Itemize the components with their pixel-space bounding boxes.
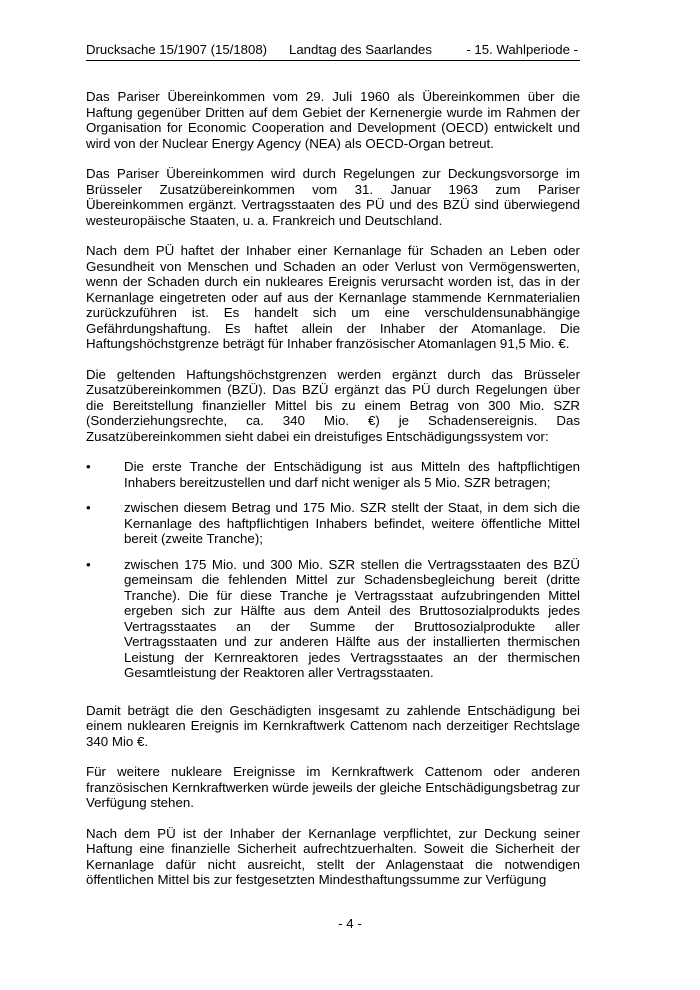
list-item (86, 500, 580, 547)
paragraph: Nach dem PÜ ist der Inhaber der Kernanlage verpflichtet, zur Deckung seiner Haftung eine finanzielle Sicherheit aufrechtzuerhalten. Soweit die Sicherheit der Kernanlage dafür nicht ausreicht, stellt der Anlagenstaat die notwendigen öffentlichen Mittel bis zur festgesetzten Mindesthaftungssumme zur Verfügung (86, 825, 580, 887)
parliament-name: Landtag des Saarlandes (289, 42, 432, 57)
list-item (86, 459, 580, 490)
paragraph: Damit beträgt die den Geschädigten insgesamt zu zahlende Entschädigung bei einem nuklearen Ereignis im Kernkraftwerk Cattenom nach derzeitiger Rechtslage 340 Mio €. (86, 702, 580, 749)
list-item-text: Die erste Tranche der Entschädigung ist aus Mitteln des haftpflichtigen Inhabers bereitzustellen und darf nicht weniger als 5 Mio. SZR betragen; (124, 459, 580, 490)
paragraph: Nach dem PÜ haftet der Inhaber einer Kernanlage für Schaden an Leben oder Gesundheit von Menschen und Schaden an oder Verlust von Vermögenswerten, wenn der Schaden durch ein nukleares Ereignis verursacht worden ist, das in der Kernanlage eingetreten oder auf aus der Kernanlage stammende Kernmaterialien zurückzuführen ist. Es handelt sich um eine verschuldensunabhängige Gefährdungshaftung. Es haftet allein der Inhaber der Atomanlage. Die Haftungshöchstgrenze beträgt für Inhaber französischer Atomanlagen 91,5 Mio. €. (86, 243, 580, 351)
list-item-text: zwischen diesem Betrag und 175 Mio. SZR stellt der Staat, in dem sich die Kernanlage des haftpflichtigen Inhabers befindet, weitere öffentliche Mittel bereit (zweite Tranche); (124, 500, 580, 546)
paragraph: Die geltenden Haftungshöchstgrenzen werden ergänzt durch das Brüsseler Zusatzübereinkommen (BZÜ). Das BZÜ ergänzt das PÜ durch Regelungen über die Bereitstellung finanzieller Mittel bis zu einem Betrag von 300 Mio. SZR (Sonderziehungsrechte, ca. 340 Mio. €) je Schadensereignis. Das Zusatzübereinkommen sieht dabei ein dreistufiges Entschädigungssystem vor: (86, 366, 580, 444)
document-number: Drucksache 15/1907 (15/1808) (86, 42, 268, 57)
paragraph: Das Pariser Übereinkommen vom 29. Juli 1960 als Übereinkommen über die Haftung gegenüber Dritten auf dem Gebiet der Kernenergie wurde im Rahmen der Organisation for Economic Cooperation and Development (OECD) entwickelt und wird von der Nuclear Energy Agency (NEA) als OECD-Organ betreut. (86, 89, 580, 151)
compensation-tiers-list (86, 459, 580, 681)
bullet-icon: • (86, 459, 91, 474)
bullet-icon: • (86, 556, 91, 572)
bullet-icon: • (86, 500, 91, 515)
page-number: - 4 - (338, 916, 362, 931)
page-header (86, 42, 580, 61)
paragraph: Das Pariser Übereinkommen wird durch Regelungen zur Deckungsvorsorge im Brüsseler Zusatzübereinkommen vom 31. Januar 1963 zum Pariser Übereinkommen ergänzt. Vertragsstaaten des PÜ und des BZÜ sind überwiegend westeuropäische Staaten, u. a. Frankreich und Deutschland. (86, 166, 580, 228)
list-item-text: zwischen 175 Mio. und 300 Mio. SZR stellen die Vertragsstaaten des BZÜ gemeinsam die fehlenden Mittel zur Schadensbegleichung bereit (dritte Tranche). Die für diese Tranche je Vertragsstaat aufzubringenden Mittel ergeben sich zur Hälfte aus dem Anteil des Bruttosozialprodukts jedes Vertragsstaates an der Summe der Bruttosozialprodukte aller Vertragsstaaten und zur anderen Hälfte aus der installierten thermischen Leistung der Kernreaktoren jedes Vertragsstaates an der thermischen Gesamtleistung der Reaktoren aller Vertragsstaaten. (124, 556, 580, 680)
election-period: - 15. Wahlperiode - (466, 42, 578, 57)
list-item (86, 557, 580, 681)
document-body (86, 89, 580, 903)
paragraph: Für weitere nukleare Ereignisse im Kernkraftwerk Cattenom oder anderen französischen Kernkraftwerken würde jeweils der gleiche Entschädigungsbetrag zur Verfügung stehen. (86, 764, 580, 810)
